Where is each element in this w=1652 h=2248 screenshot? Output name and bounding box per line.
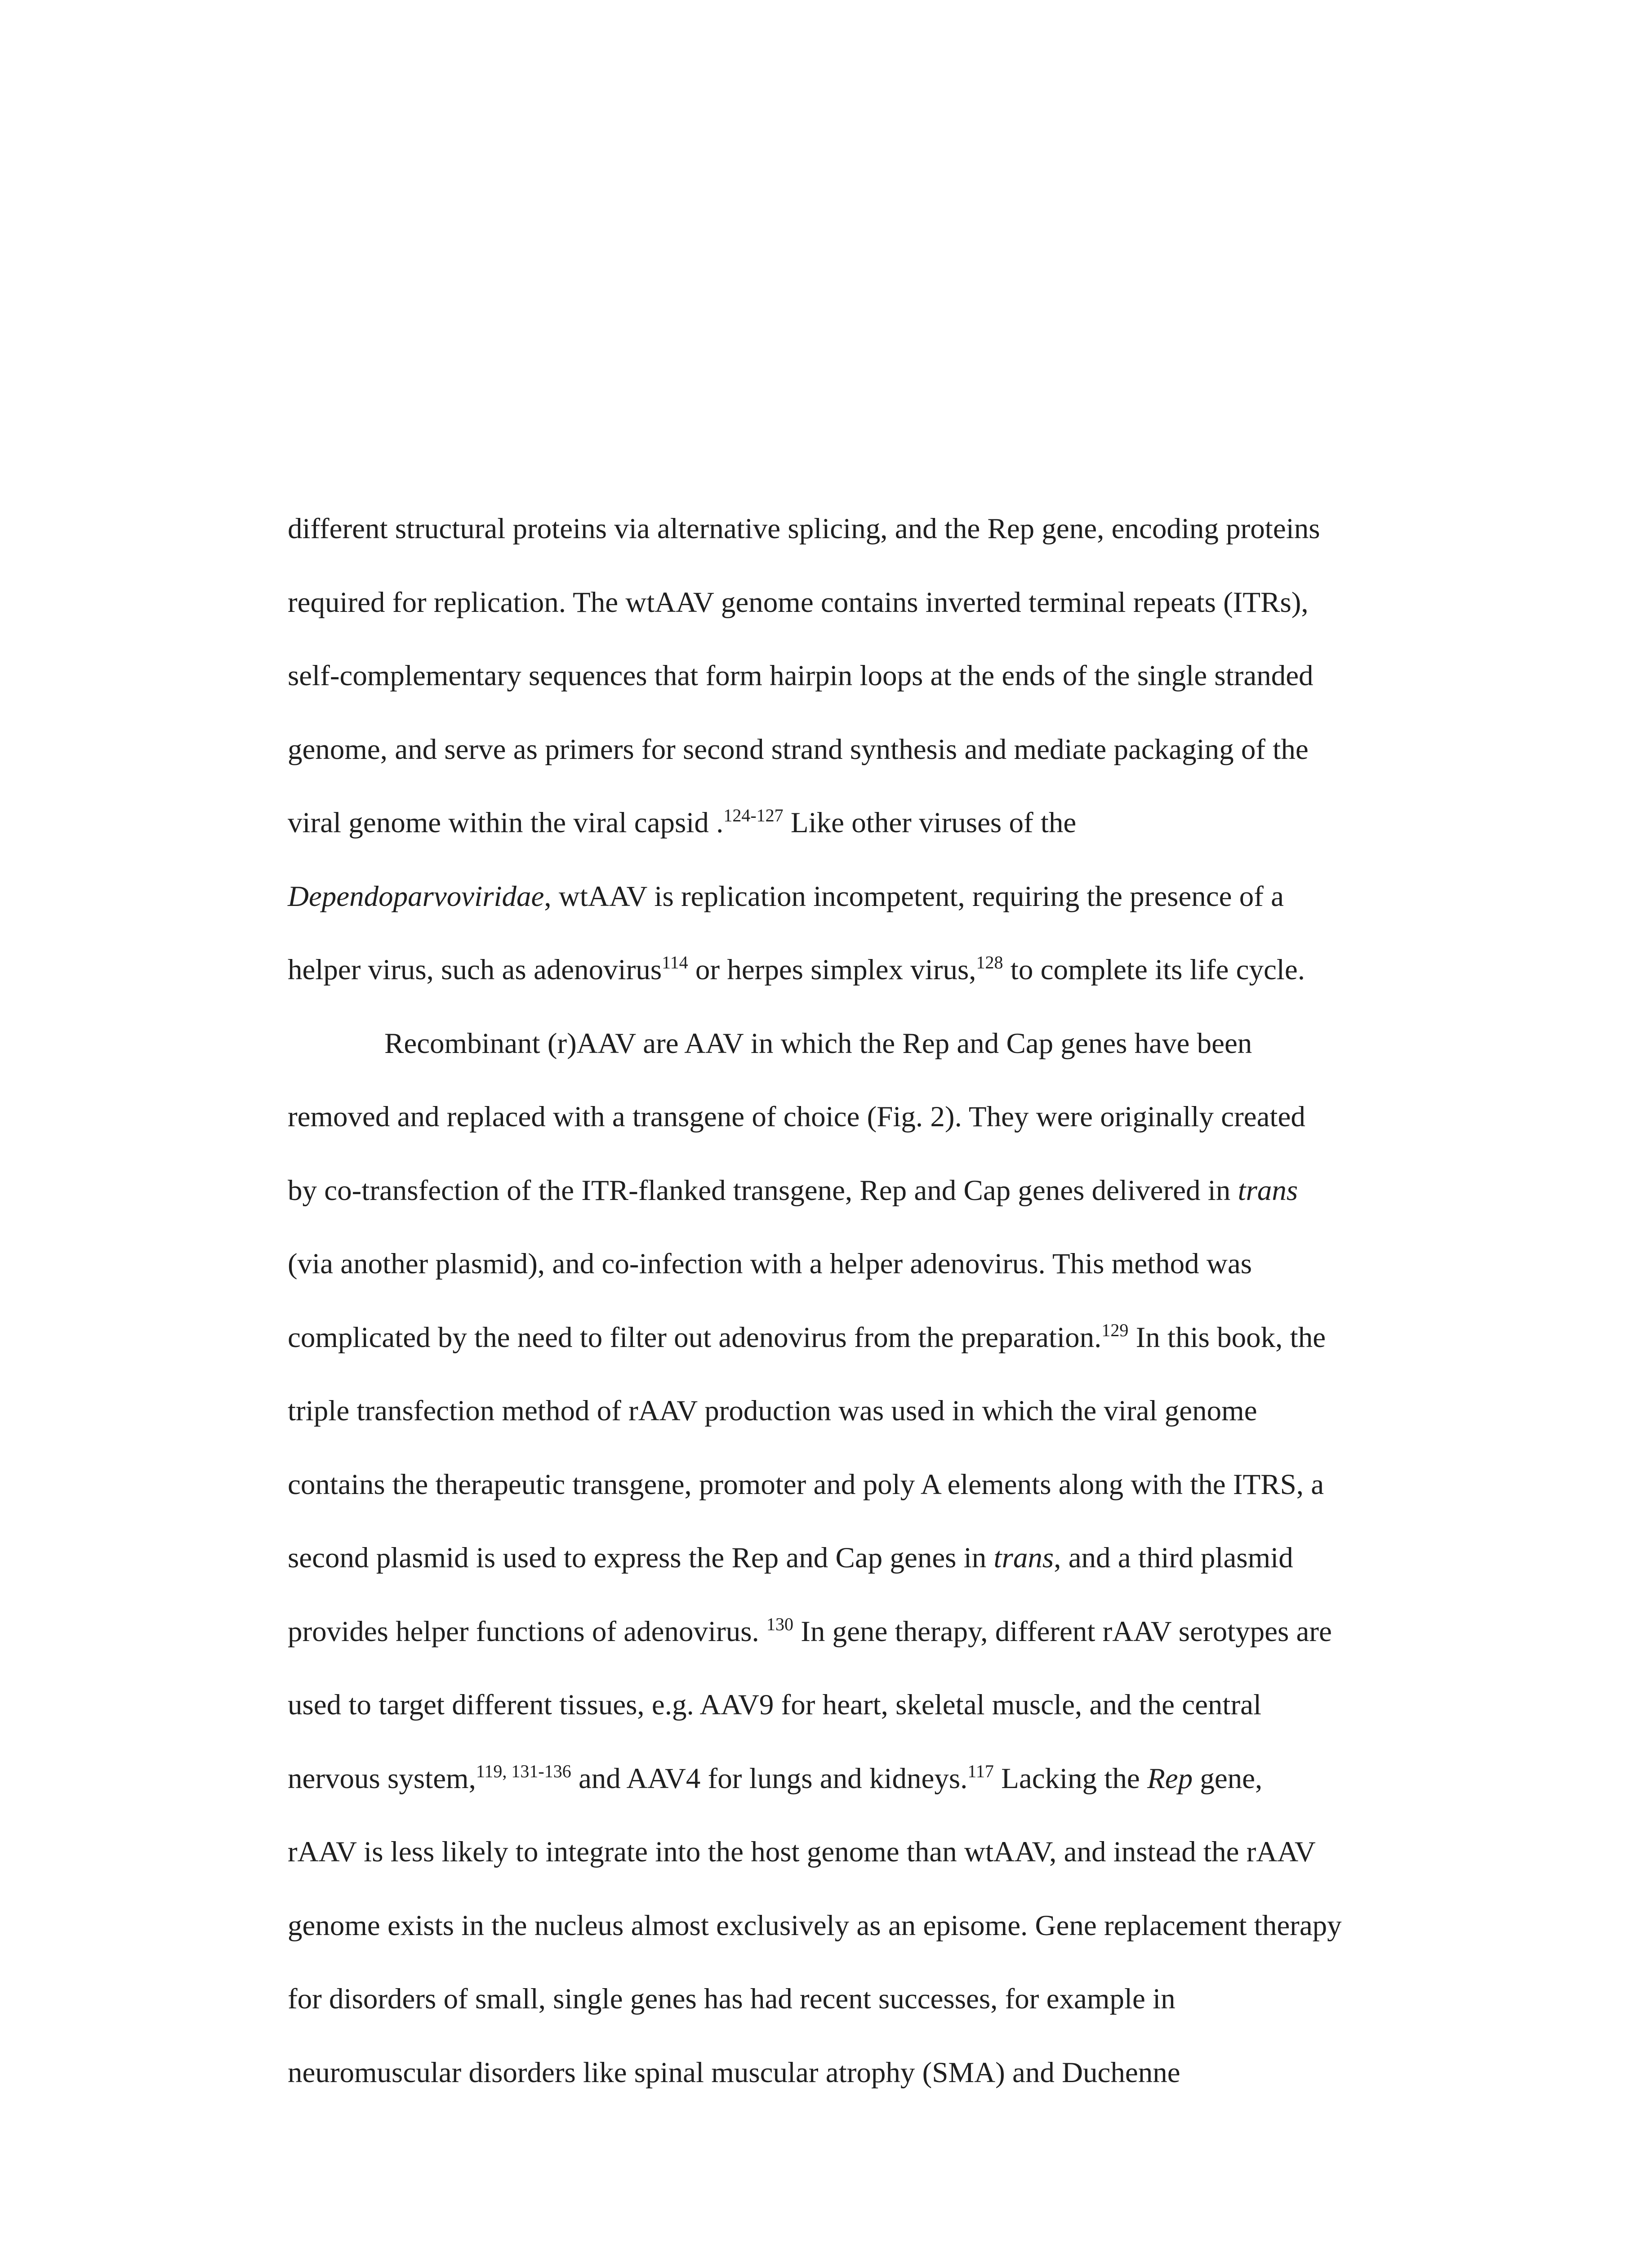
text-run: Lacking the (993, 1762, 1148, 1795)
text-line: genome exists in the nucleus almost exclusively as an episome. Gene replacement therapy (288, 1909, 1342, 1942)
text-line: contains the therapeutic transgene, promoter and poly A elements along with the ITRS, a (288, 1468, 1324, 1501)
text-line (288, 1154, 1447, 1228)
text-run: complicated by the need to filter out adenovirus from the preparation. (288, 1321, 1102, 1354)
text-line: Recombinant (r)AAV are AAV in which the Rep and Cap genes have been (384, 1027, 1252, 1060)
text-line: self-complementary sequences that form hairpin loops at the ends of the single stranded (288, 660, 1314, 692)
paragraph-1 (288, 492, 1447, 1007)
text-run: and AAV4 for lungs and kidneys. (571, 1762, 968, 1795)
text-run: gene, (1193, 1762, 1263, 1795)
text-line: required for replication. The wtAAV genome contains inverted terminal repeats (ITRs), (288, 586, 1309, 619)
text-run: helper virus, such as adenovirus (288, 954, 662, 986)
text-line (288, 860, 1447, 934)
text-line (288, 1595, 1447, 1669)
text-line (288, 1521, 1447, 1595)
text-line (288, 786, 1447, 860)
italic-term: trans (1238, 1174, 1298, 1207)
text-run: second plasmid is used to express the Rep and Cap genes in (288, 1542, 994, 1574)
text-run: nervous system, (288, 1762, 476, 1795)
citation-superscript: 117 (967, 1761, 994, 1781)
italic-term: Dependoparvoviridae (288, 880, 544, 913)
text-run: In gene therapy, different rAAV serotypes are (793, 1615, 1332, 1648)
text-line: used to target different tissues, e.g. AAV9 for heart, skeletal muscle, and the central (288, 1689, 1262, 1721)
citation-superscript: 124-127 (723, 805, 784, 825)
text-line (288, 1301, 1447, 1375)
text-run: In this book, the (1128, 1321, 1326, 1354)
citation-superscript: 129 (1101, 1320, 1129, 1340)
text-line: triple transfection method of rAAV production was used in which the viral genome (288, 1395, 1257, 1427)
citation-superscript: 128 (976, 952, 1003, 972)
paragraph-2 (288, 1007, 1447, 2110)
text-run: , and a third plasmid (1054, 1542, 1293, 1574)
text-line: rAAV is less likely to integrate into the host genome than wtAAV, and instead the rAAV (288, 1836, 1316, 1868)
text-line: different structural proteins via alternative splicing, and the Rep gene, encoding proteins (288, 513, 1320, 545)
text-line: (via another plasmid), and co-infection with a helper adenovirus. This method was (288, 1248, 1252, 1280)
text-line (288, 1742, 1447, 1816)
text-line (288, 933, 1447, 1007)
text-line: genome, and serve as primers for second strand synthesis and mediate packaging of the (288, 733, 1309, 766)
text-line: neuromuscular disorders like spinal muscular atrophy (SMA) and Duchenne (288, 2056, 1180, 2089)
text-run: to complete its life cycle. (1003, 954, 1305, 986)
text-line: removed and replaced with a transgene of choice (Fig. 2). They were originally created (288, 1101, 1305, 1133)
text-run: Like other viruses of the (783, 807, 1077, 839)
text-run: , wtAAV is replication incompetent, requiring the presence of a (544, 880, 1284, 913)
text-run: by co-transfection of the ITR-flanked transgene, Rep and Cap genes delivered in (288, 1174, 1238, 1207)
citation-superscript: 114 (662, 952, 688, 972)
text-line: for disorders of small, single genes has had recent successes, for example in (288, 1983, 1176, 2015)
citation-superscript: 130 (766, 1614, 794, 1634)
text-run: or herpes simplex virus, (688, 954, 976, 986)
text-run: provides helper functions of adenovirus. (288, 1615, 767, 1648)
citation-superscript: 119, 131-136 (476, 1761, 571, 1781)
italic-term: trans (993, 1542, 1054, 1574)
body-text (288, 492, 1447, 2110)
text-run: viral genome within the viral capsid . (288, 807, 724, 839)
italic-term: Rep (1147, 1762, 1193, 1795)
